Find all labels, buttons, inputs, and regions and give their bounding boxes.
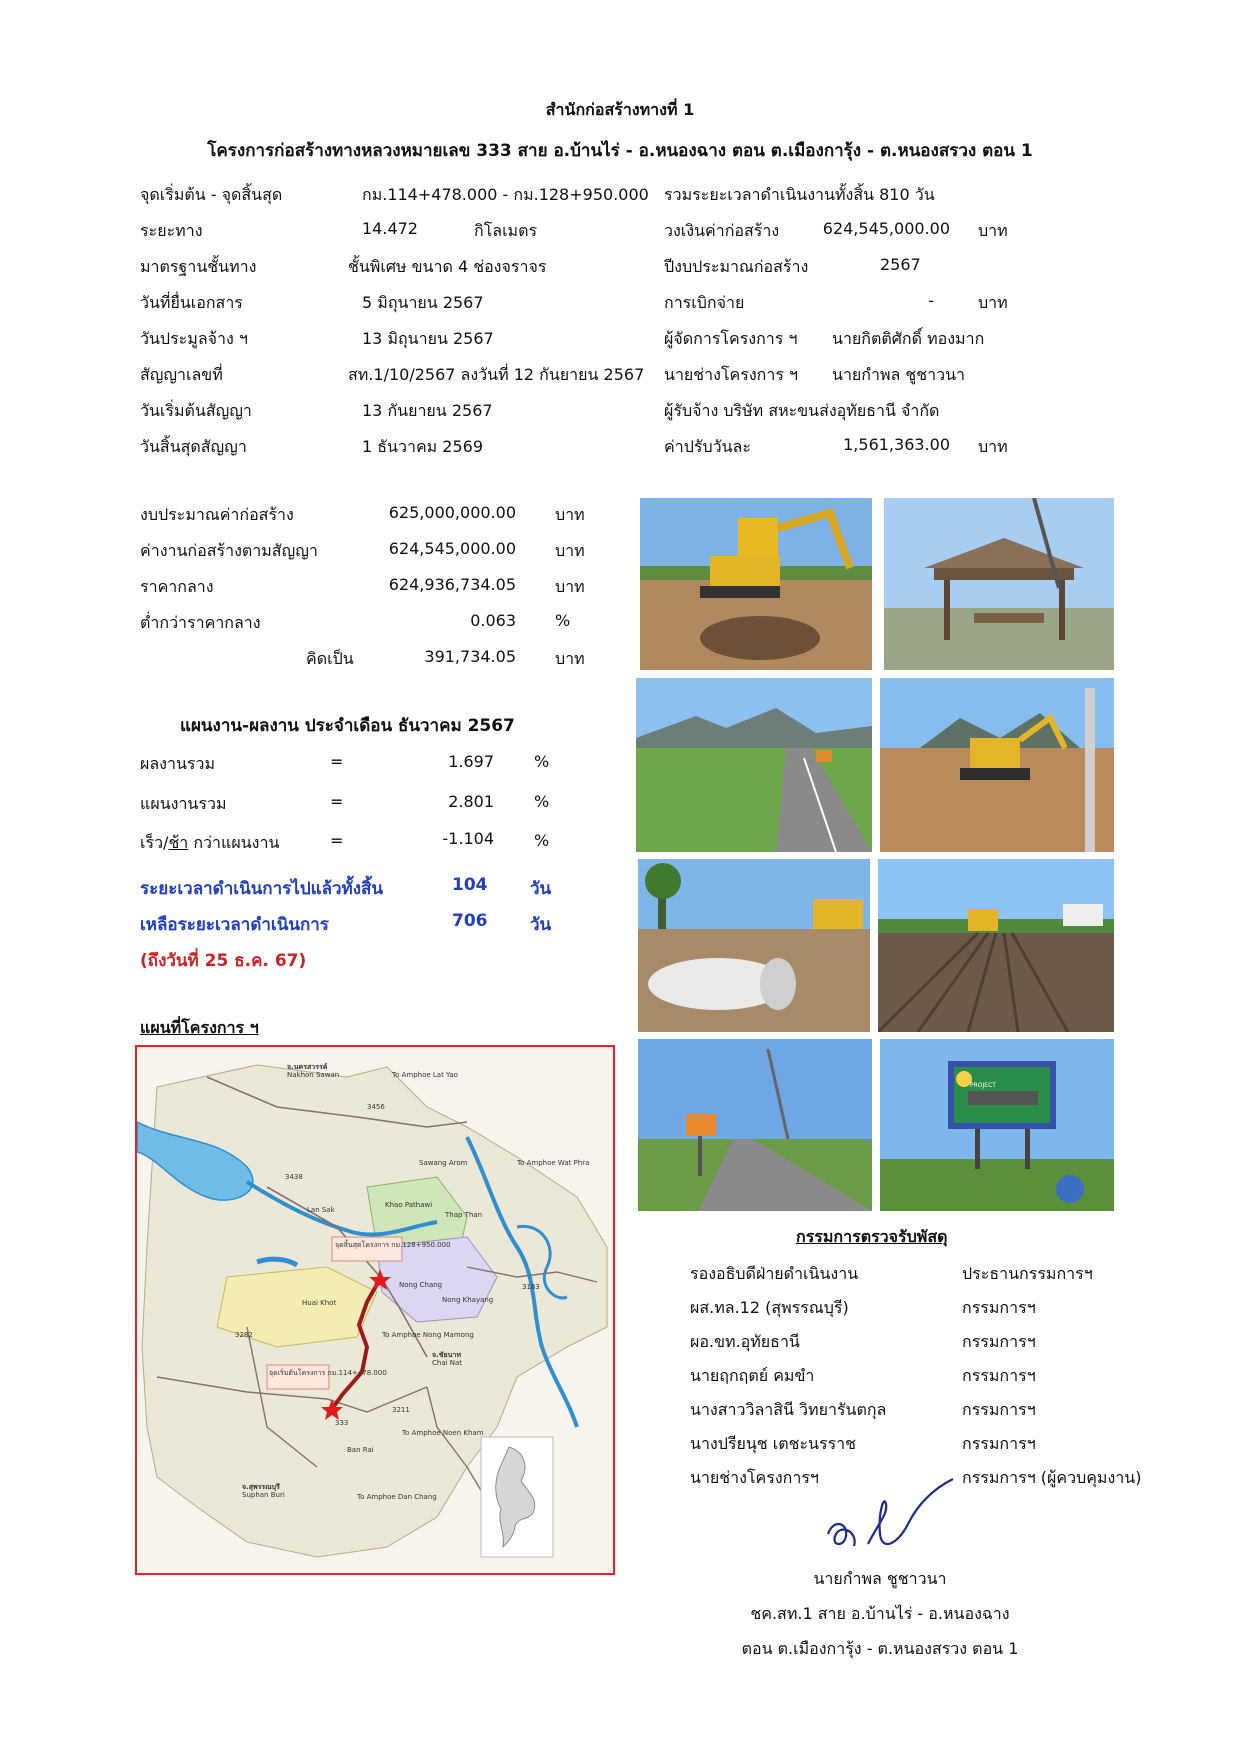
info-label: จุดเริ่มต้น - จุดสิ้นสุด	[140, 185, 283, 204]
info-value: นายกำพล ชูชาวนา	[832, 365, 966, 384]
info-unit: บาท	[978, 437, 1008, 456]
budget-unit: บาท	[555, 505, 585, 524]
info-value: 1,561,363.00	[843, 435, 950, 454]
budget-value: 624,936,734.05	[388, 575, 516, 594]
map-label: จ.นครสวรรค์	[287, 1063, 328, 1071]
map-label: To Amphoe Lat Yao	[392, 1071, 458, 1079]
info-label: สัญญาเลขที่	[140, 365, 223, 384]
info-label: นายช่างโครงการ ฯ	[664, 365, 798, 384]
construction-photo	[638, 859, 870, 1032]
plan-unit: %	[534, 792, 550, 811]
budget-value: 0.063	[470, 611, 516, 630]
info-unit: บาท	[978, 221, 1008, 240]
info-label: วงเงินค่าก่อสร้าง	[664, 221, 780, 240]
budget-unit: บาท	[555, 649, 585, 668]
plan-value: 2.801	[448, 792, 494, 811]
elapsed-label: ระยะเวลาดำเนินการไปแล้วทั้งสิ้น	[140, 879, 384, 899]
info-label: ค่าปรับวันละ	[664, 437, 751, 456]
plan-title: แผนงาน-ผลงาน ประจำเดือน ธันวาคม 2567	[180, 716, 515, 736]
info-value: 14.472	[362, 219, 418, 238]
info-value: 13 มิถุนายน 2567	[362, 329, 494, 348]
map-label: To Amphoe Nong Mamong	[382, 1331, 474, 1339]
info-label: ผู้จัดการโครงการ ฯ	[664, 329, 798, 348]
office-title: สำนักก่อสร้างทางที่ 1	[545, 100, 695, 119]
committee-member-role: กรรมการฯ (ผู้ควบคุมงาน)	[962, 1468, 1142, 1487]
elapsed-unit: วัน	[530, 879, 552, 899]
info-value: ชั้นพิเศษ ขนาด 4 ช่องจราจร	[348, 257, 547, 276]
info-value: 1 ธันวาคม 2569	[362, 437, 483, 456]
plan-label	[140, 831, 279, 856]
construction-photo	[878, 859, 1114, 1032]
remain-value: 706	[452, 911, 488, 931]
info-label: วันที่ยื่นเอกสาร	[140, 293, 243, 312]
map-label: จ.ชัยนาท	[432, 1351, 461, 1359]
committee-member-role: กรรมการฯ	[962, 1298, 1036, 1317]
info-label: ผู้รับจ้าง บริษัท สหะขนส่งอุทัยธานี จำกัด	[664, 401, 940, 420]
map-label: Sawang Arom	[419, 1159, 468, 1167]
info-label: วันเริ่มต้นสัญญา	[140, 401, 252, 420]
map-label: Nong Khayang	[442, 1296, 494, 1304]
info-value: กม.114+478.000 - กม.128+950.000	[362, 185, 649, 204]
budget-unit: บาท	[555, 541, 585, 560]
committee-member-role: กรรมการฯ	[962, 1434, 1036, 1453]
committee-member-name: ผส.ทล.12 (สุพรรณบุรี)	[690, 1298, 849, 1317]
budget-label: ราคากลาง	[140, 577, 214, 596]
map-label: Thap Than	[445, 1211, 483, 1219]
photo-sign-text: PROJECT	[970, 1082, 996, 1089]
committee-member-name: ผอ.ขท.อุทัยธานี	[690, 1332, 800, 1351]
project-map	[135, 1045, 615, 1575]
committee-member-role: ประธานกรรมการฯ	[962, 1264, 1093, 1283]
map-label: Suphan Buri	[242, 1491, 285, 1499]
project-title: โครงการก่อสร้างทางหลวงหมายเลข 333 สาย อ.บ้านไร่ - อ.หนองฉาง ตอน ต.เมืองการุ้ง - ต.หนองสรวง ตอน 1	[207, 141, 1033, 161]
plan-unit: %	[534, 752, 550, 771]
remain-label: เหลือระยะเวลาดำเนินการ	[140, 915, 329, 935]
plan-unit: %	[534, 831, 550, 850]
info-unit: กิโลเมตร	[474, 221, 538, 240]
info-unit: บาท	[978, 293, 1008, 312]
info-label: ระยะทาง	[140, 221, 203, 240]
construction-photo	[880, 1039, 1114, 1211]
budget-unit: บาท	[555, 577, 585, 596]
plan-value: -1.104	[442, 829, 494, 848]
plan-eq: =	[330, 792, 344, 811]
map-label: 3211	[392, 1406, 410, 1414]
construction-photo	[880, 678, 1114, 852]
construction-photo	[638, 1039, 872, 1211]
construction-photo	[636, 678, 872, 852]
map-label: Nong Chang	[399, 1281, 443, 1289]
budget-label: ค่างานก่อสร้างตามสัญญา	[140, 541, 318, 560]
map-label: Lan Sak	[307, 1206, 335, 1214]
as-of-date: (ถึงวันที่ 25 ธ.ค. 67)	[140, 951, 307, 971]
info-value: 2567	[880, 255, 921, 274]
remain-unit: วัน	[530, 915, 552, 935]
info-value: 13 กันยายน 2567	[362, 401, 493, 420]
info-label: รวมระยะเวลาดำเนินงานทั้งสิ้น 810 วัน	[664, 185, 935, 204]
info-label: วันสิ้นสุดสัญญา	[140, 437, 247, 456]
map-label: Khao Pathawi	[385, 1201, 433, 1209]
committee-member-name: นายช่างโครงการฯ	[690, 1468, 819, 1487]
signer-position: ชค.สท.1 สาย อ.บ้านไร่ - อ.หนองฉาง	[750, 1604, 1010, 1623]
map-label: To Amphoe Noen Kham	[402, 1429, 484, 1437]
plan-label-fast: เร็ว/	[140, 833, 169, 852]
budget-value: 624,545,000.00	[388, 539, 516, 558]
plan-label-rest: กว่าแผนงาน	[188, 833, 280, 852]
signer-name: นายกำพล ชูชาวนา	[813, 1569, 947, 1588]
plan-value: 1.697	[448, 752, 494, 771]
map-heading: แผนที่โครงการ ฯ	[140, 1018, 259, 1037]
info-value: นายกิตติศักดิ์ ทองมาก	[832, 329, 985, 348]
map-label: Huai Khot	[302, 1299, 337, 1307]
committee-member-role: กรรมการฯ	[962, 1332, 1036, 1351]
elapsed-value: 104	[452, 875, 488, 895]
construction-photo	[884, 498, 1114, 670]
budget-label: ต่ำกว่าราคากลาง	[140, 613, 261, 632]
budget-value: 625,000,000.00	[388, 503, 516, 522]
committee-member-name: นายฤกฤตย์ คมขำ	[690, 1366, 815, 1385]
budget-label: คิดเป็น	[306, 649, 354, 668]
plan-label: แผนงานรวม	[140, 794, 227, 813]
map-label: To Amphoe Dan Chang	[357, 1493, 437, 1501]
committee-member-role: กรรมการฯ	[962, 1366, 1036, 1385]
committee-title: กรรมการตรวจรับพัสดุ	[796, 1227, 948, 1246]
map-label: To Amphoe Wat Phra	[517, 1159, 590, 1167]
info-label: มาตรฐานชั้นทาง	[140, 257, 257, 276]
info-value: สท.1/10/2567 ลงวันที่ 12 กันยายน 2567	[348, 365, 645, 384]
budget-unit: %	[555, 611, 571, 630]
map-label: จุดเริ่มต้นโครงการ กม.114+478.000	[269, 1369, 387, 1377]
info-label: วันประมูลจ้าง ฯ	[140, 329, 248, 348]
map-label: Chai Nat	[432, 1359, 463, 1367]
committee-member-name: รองอธิบดีฝ่ายดำเนินงาน	[690, 1264, 859, 1283]
committee-member-name: นางสาววิลาสินี วิทยารันตกุล	[690, 1400, 887, 1419]
budget-label: งบประมาณค่าก่อสร้าง	[140, 505, 294, 524]
committee-member-name: นางปรียนุช เตชะนรราช	[690, 1434, 857, 1453]
construction-photo	[640, 498, 872, 670]
plan-label: ผลงานรวม	[140, 754, 216, 773]
info-value: 624,545,000.00	[822, 219, 950, 238]
info-value: 5 มิถุนายน 2567	[362, 293, 484, 312]
map-label: 3282	[235, 1331, 253, 1339]
plan-eq: =	[330, 831, 344, 850]
map-label: 3456	[367, 1103, 385, 1111]
map-label: จุดสิ้นสุดโครงการ กม.128+950.000	[335, 1241, 451, 1249]
plan-eq: =	[330, 752, 344, 771]
info-label: ปีงบประมาณก่อสร้าง	[664, 257, 809, 276]
map-label: 3438	[285, 1173, 303, 1181]
budget-value: 391,734.05	[424, 647, 516, 666]
map-label: 333	[335, 1419, 349, 1427]
plan-label-slow: ช้า	[168, 833, 189, 852]
map-label: 3183	[522, 1283, 540, 1291]
info-value: -	[928, 291, 934, 310]
signer-section: ตอน ต.เมืองการุ้ง - ต.หนองสรวง ตอน 1	[741, 1639, 1019, 1658]
committee-member-role: กรรมการฯ	[962, 1400, 1036, 1419]
map-label: Ban Rai	[347, 1446, 374, 1454]
map-label: Nakhon Sawan	[287, 1071, 340, 1079]
signature-image	[808, 1474, 968, 1566]
map-label: จ.สุพรรณบุรี	[242, 1483, 280, 1491]
info-label: การเบิกจ่าย	[664, 293, 745, 312]
